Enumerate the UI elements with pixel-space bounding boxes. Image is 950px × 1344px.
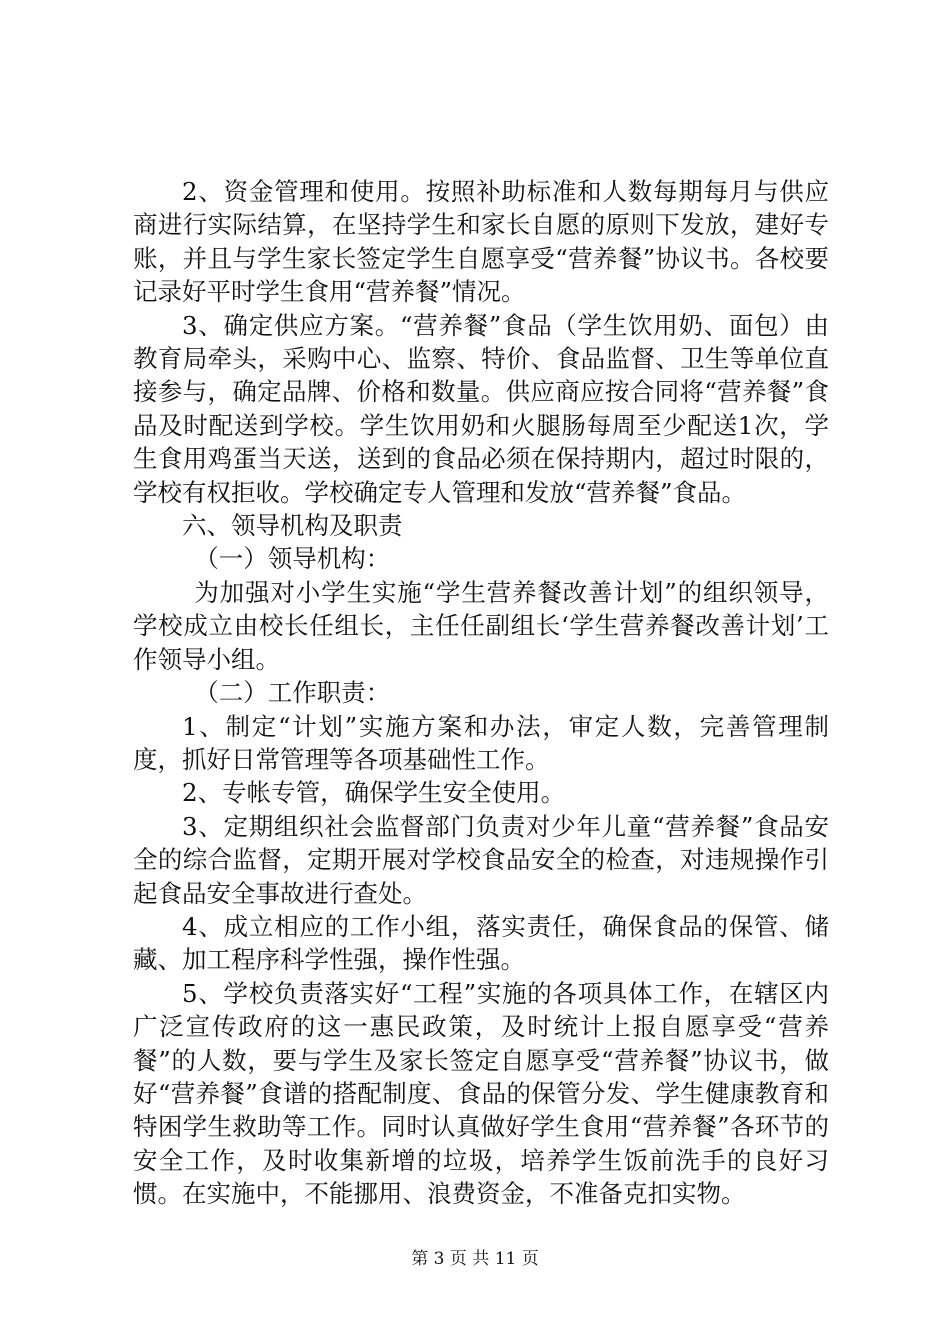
subheading-leadership-body: （一）领导机构：: [194, 544, 391, 574]
paragraph-supply-plan: 3、确定供应方案。“营养餐”食品（学生饮用奶、面包）由教育局牵头，采购中心、监察、特价、食品监督、卫生等单位直接参与，确定品牌、价格和数量。供应商应按合同将“营养餐”食品及时配送到学校。学生饮用奶和火腿肠每周至少配送1次，学生食用鸡蛋当天送，送到的食品必须在保持期内，超过时限的，学校有权拒收。学校确定专人管理和发放“营养餐”食品。: [133, 310, 829, 507]
page-number-footer: 第 3 页 共 11 页: [411, 1249, 539, 1269]
paragraph-duty-2: 2、专帐专管，确保学生安全使用。: [182, 778, 566, 808]
paragraph-leadership-group: 为加强对小学生实施“学生营养餐改善计划”的组织领导，学校成立由校长任组长，主任任副组长‘学生营养餐改善计划’工作领导小组。: [133, 577, 829, 674]
paragraph-duty-1: 1、制定“计划”实施方案和办法，审定人数，完善管理制度，抓好日常管理等各项基础性工作。: [133, 711, 829, 774]
document-body: [133, 175, 829, 1211]
paragraph-duty-3: 3、定期组织社会监督部门负责对少年儿童“营养餐”食品安全的综合监督，定期开展对学校食品安全的检查，对违规操作引起食品安全事故进行查处。: [133, 811, 829, 908]
paragraph-duty-4: 4、成立相应的工作小组，落实责任，确保食品的保管、储藏、加工程序科学性强，操作性强。: [133, 911, 829, 975]
paragraph-duty-5: 5、学校负责落实好“工程”实施的各项具体工作，在辖区内广泛宣传政府的这一惠民政策，及时统计上报自愿享受“营养餐”的人数，要与学生及家长签定自愿享受“营养餐”协议书，做好“营养餐”食谱的搭配制度、食品的保管分发、学生健康教育和特困学生救助等工作。同时认真做好学生食用“营养餐”各环节的安全工作，及时收集新增的垃圾，培养学生饭前洗手的良好习惯。在实施中，不能挪用、浪费资金，不准备克扣实物。: [133, 978, 829, 1209]
subheading-duties: （二）工作职责：: [194, 678, 391, 708]
section-heading-leadership: 六、领导机构及职责: [182, 511, 403, 541]
paragraph-fund-management: 2、资金管理和使用。按照补助标准和人数每期每月与供应商进行实际结算，在坚持学生和家长自愿的原则下发放，建好专账，并且与学生家长签定学生自愿享受“营养餐”协议书。各校要记录好平时学生食用“营养餐”情况。: [133, 177, 829, 307]
